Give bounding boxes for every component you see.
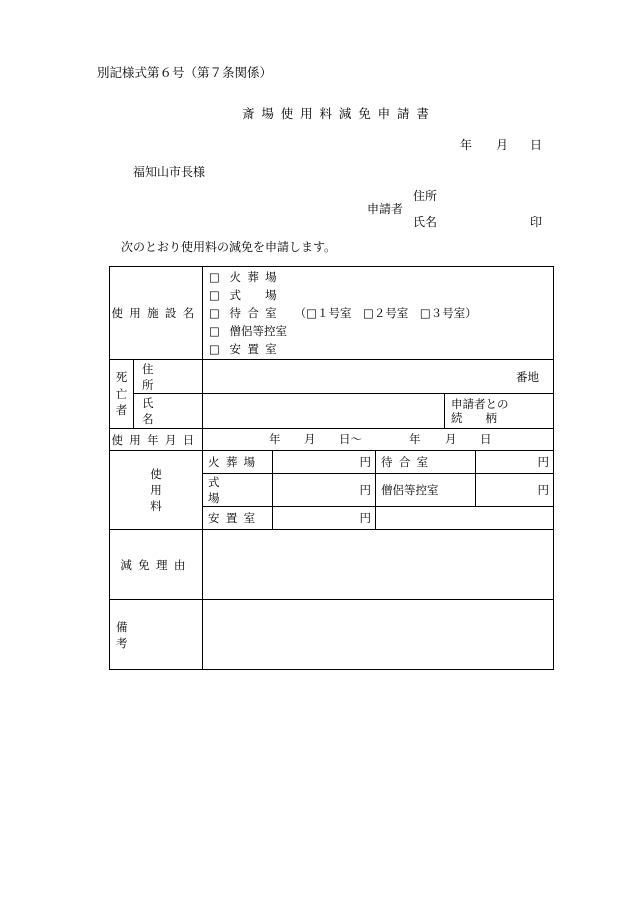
banchi-suffix: 番地 (516, 369, 540, 384)
intro-text: 次のとおり使用料の減免を申請します。 (121, 240, 337, 254)
facility-option-priest-room[interactable] (203, 322, 553, 340)
fee-cremation-field[interactable] (273, 451, 376, 474)
use-date-row (110, 429, 554, 451)
facility-name: 待合室 (229, 306, 284, 320)
reason-field[interactable] (203, 530, 554, 600)
facility-label: 使用施設名 (110, 267, 203, 360)
facility-option-morgue[interactable] (203, 340, 553, 358)
facility-option-ceremony[interactable] (203, 286, 553, 304)
deceased-name-label: 氏名 (134, 394, 203, 429)
facility-name: 火葬場 (229, 270, 284, 284)
facility-name: 僧侶等控室 (229, 324, 288, 338)
applicant-address-label: 住所 (413, 189, 438, 203)
addressee: 福知山市長様 (133, 165, 206, 179)
fee-row-1 (110, 451, 554, 474)
fee-waiting-label: 待合室 (376, 451, 476, 474)
reason-row (110, 530, 554, 600)
remarks-row (110, 600, 554, 670)
waiting-room-options[interactable]: （□１号室 □２号室 □３号室） (294, 306, 477, 320)
to-day: 日 (480, 432, 492, 446)
fee-ceremony-label: 式場 (203, 474, 273, 507)
relation-label: 申請者との 続 柄 (445, 394, 554, 429)
to-year: 年 (409, 432, 421, 446)
seal-mark: 印 (530, 215, 543, 229)
facility-option-cremation[interactable] (203, 268, 553, 286)
deceased-address-row (110, 360, 554, 394)
date-day: 日 (530, 138, 543, 152)
checkbox-icon[interactable]: □ (209, 270, 220, 284)
fee-priest-label: 僧侶等控室 (376, 474, 476, 507)
applicant-name-label: 氏名 (413, 215, 438, 229)
remarks-field[interactable] (203, 600, 554, 670)
yen-unit: 円 (359, 511, 371, 525)
form-number: 別記様式第６号（第７条関係） (97, 65, 273, 80)
reason-label: 減免理由 (110, 530, 203, 600)
yen-unit: 円 (537, 455, 550, 469)
deceased-name-field[interactable] (203, 394, 445, 429)
facility-row (110, 267, 554, 360)
yen-unit: 円 (359, 455, 371, 469)
fee-waiting-field[interactable] (476, 451, 554, 474)
deceased-address-label: 住所 (134, 360, 203, 394)
checkbox-icon[interactable]: □ (209, 306, 220, 320)
use-date-label: 使用年月日 (110, 429, 203, 451)
facility-option-waiting[interactable] (203, 304, 553, 322)
from-year: 年 (269, 432, 281, 446)
deceased-label: 死 亡 者 (110, 360, 134, 429)
fee-morgue-field[interactable] (273, 507, 376, 530)
fee-morgue-label: 安置室 (203, 507, 273, 530)
use-date-field[interactable] (203, 429, 554, 451)
applicant-label: 申請者 (367, 202, 404, 216)
yen-unit: 円 (537, 483, 550, 497)
remarks-label: 備考 (110, 600, 203, 670)
deceased-address-field[interactable] (203, 360, 554, 394)
date-year: 年 (460, 138, 473, 152)
fee-empty-cell (376, 507, 554, 530)
checkbox-icon[interactable]: □ (209, 288, 220, 302)
deceased-name-row (110, 394, 554, 429)
document-title: 斎場使用料減免申請書 (242, 106, 436, 121)
facility-name: 式場 (229, 288, 301, 302)
fee-cremation-label: 火葬場 (203, 451, 273, 474)
date-month: 月 (496, 138, 509, 152)
to-month: 月 (445, 432, 457, 446)
from-day: 日〜 (339, 432, 362, 446)
from-month: 月 (304, 432, 316, 446)
checkbox-icon[interactable]: □ (209, 324, 220, 338)
fee-priest-field[interactable] (476, 474, 554, 507)
yen-unit: 円 (359, 483, 371, 497)
facility-name: 安置室 (229, 342, 284, 356)
checkbox-icon[interactable]: □ (209, 342, 220, 356)
fee-label: 使用料 (110, 451, 203, 530)
application-table (109, 266, 554, 670)
facility-options (203, 267, 554, 360)
fee-ceremony-field[interactable] (273, 474, 376, 507)
